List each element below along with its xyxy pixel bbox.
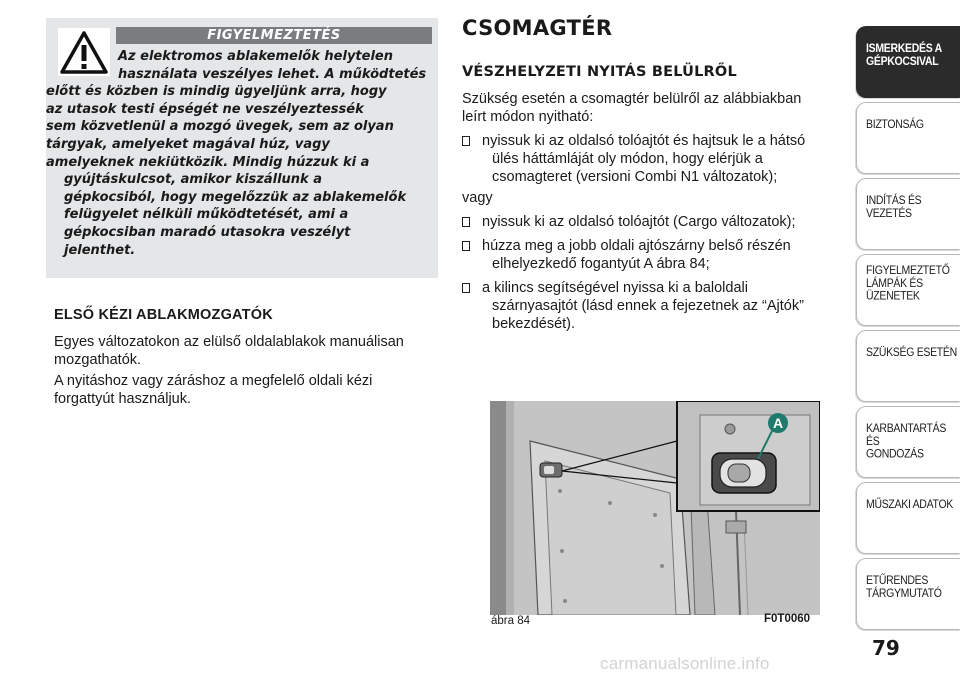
warning-line: gyújtáskulcsot, amikor kiszállunk a	[64, 172, 322, 188]
warning-line: Az elektromos ablakemelők helytelen	[118, 49, 393, 64]
section-subtitle: VÉSZHELYZETI NYITÁS BELÜLRŐL	[462, 64, 737, 80]
warning-text	[46, 48, 438, 259]
warning-line: gépkocsiból, hogy megelőzzük az ablakemelők	[64, 189, 407, 205]
tab-label: SZÜKSÉG ESETÉN	[866, 345, 957, 360]
list-item-line: húzza meg a jobb oldali ajtószárny belső részén	[482, 238, 791, 254]
list-item	[462, 237, 852, 273]
warning-header: FIGYELMEZTETÉS	[116, 27, 432, 44]
warning-line: sem közvetlenül a mozgó üvegek, sem az olyan	[46, 119, 394, 135]
warning-line: gépkocsiban maradó utasokra veszélyt	[64, 224, 351, 240]
warning-line: előtt és közben is mindig ügyeljünk arra, hogy	[46, 84, 387, 100]
tab-figyelmezteto[interactable]	[856, 254, 960, 326]
checkbox-square-icon	[462, 136, 470, 146]
paragraph-line: Szükség esetén a csomagtér belülről az alábbiakban	[462, 91, 802, 107]
list-item-line: csomagteret (versioni Combi N1 változatok);	[492, 169, 778, 185]
tab-inditas[interactable]	[856, 178, 960, 250]
tab-label: MŰSZAKI ADATOK	[866, 497, 954, 512]
tab-label: BIZTONSÁG	[866, 117, 924, 132]
figure-code: F0T0060	[764, 613, 811, 625]
callout-a-badge: A	[768, 413, 788, 433]
warning-line: tárgyak, amelyeket magával húz, vagy	[46, 136, 330, 152]
section-heading: ELSŐ KÉZI ABLAKMOZGATÓK	[54, 307, 273, 323]
list-item	[462, 213, 852, 231]
list-item-line: bekezdését).	[492, 316, 576, 332]
paragraph-line: leírt módon nyitható:	[462, 109, 594, 125]
tab-karbantartas[interactable]	[856, 406, 960, 478]
or-text: vagy	[462, 190, 493, 206]
list-item-line: a kilincs segítségével nyissa ki a baloldali	[482, 280, 748, 296]
tab-muszaki[interactable]	[856, 482, 960, 554]
tab-szukseg[interactable]	[856, 330, 960, 402]
warning-line: használata veszélyes lehet. A működtetés	[118, 66, 427, 82]
list-item	[462, 132, 852, 186]
list-item-line: nyissuk ki az oldalsó tolóajtót (Cargo változatok);	[482, 214, 796, 230]
list-item-line: nyissuk ki az oldalsó tolóajtót és hajtsuk le a hátsó	[482, 133, 806, 149]
paragraph	[54, 333, 444, 369]
warning-line: amelyeknek nekiütközik. Mindig húzzuk ki a	[46, 154, 370, 170]
tab-label: ISMERKEDÉS A GÉPKOCSIVAL	[866, 41, 942, 69]
chapter-tabs	[856, 26, 960, 636]
warning-line: felügyelet nélküli működtetését, ami a	[64, 207, 349, 223]
paragraph-line: A nyitáshoz vagy záráshoz a megfelelő oldali kézi	[54, 373, 373, 389]
paragraph-line: Egyes változatokon az elülső oldalablakok manuálisan	[54, 334, 404, 350]
watermark: carmanualsonline.info	[600, 654, 770, 673]
page-title: CSOMAGTÉR	[462, 16, 613, 40]
tab-label: FIGYELMEZTETŐ LÁMPÁK ÉS ÜZENETEK	[866, 263, 950, 303]
warning-line: az utasok testi épségét ne veszélyeztessék	[46, 101, 364, 117]
paragraph-line: forgattyút használjuk.	[54, 391, 192, 407]
checkbox-square-icon	[462, 217, 470, 227]
tab-label: ETŰRENDES TÁRGYMUTATÓ	[866, 573, 942, 601]
list-item	[462, 279, 852, 333]
door-illustration	[490, 401, 820, 615]
warning-line: jelenthet.	[64, 242, 136, 258]
tab-targymutato[interactable]	[856, 558, 960, 630]
list-item-line: elhelyezkedő fogantyút A ábra 84;	[492, 256, 710, 272]
list-item-line: szárnyasajtót (lásd ennek a fejezetnek az “Ajtók”	[492, 298, 804, 314]
paragraph	[54, 372, 444, 408]
callout-leader-line	[490, 401, 820, 615]
paragraph-line: mozgathatók.	[54, 352, 142, 368]
checkbox-square-icon	[462, 241, 470, 251]
checkbox-square-icon	[462, 283, 470, 293]
page-number: 79	[872, 636, 900, 660]
list-item-line: ülés háttámláját oly módon, hogy elérjük a	[492, 151, 763, 167]
warning-box	[46, 18, 438, 278]
tab-ismerkedes[interactable]	[856, 26, 960, 98]
tab-biztonsag[interactable]	[856, 102, 960, 174]
figure-caption: ábra 84	[491, 615, 531, 627]
intro-paragraph	[462, 90, 847, 126]
tab-label: INDÍTÁS ÉS VEZETÉS	[866, 193, 922, 221]
tab-label: KARBANTARTÁS ÉS GONDOZÁS	[866, 421, 947, 461]
